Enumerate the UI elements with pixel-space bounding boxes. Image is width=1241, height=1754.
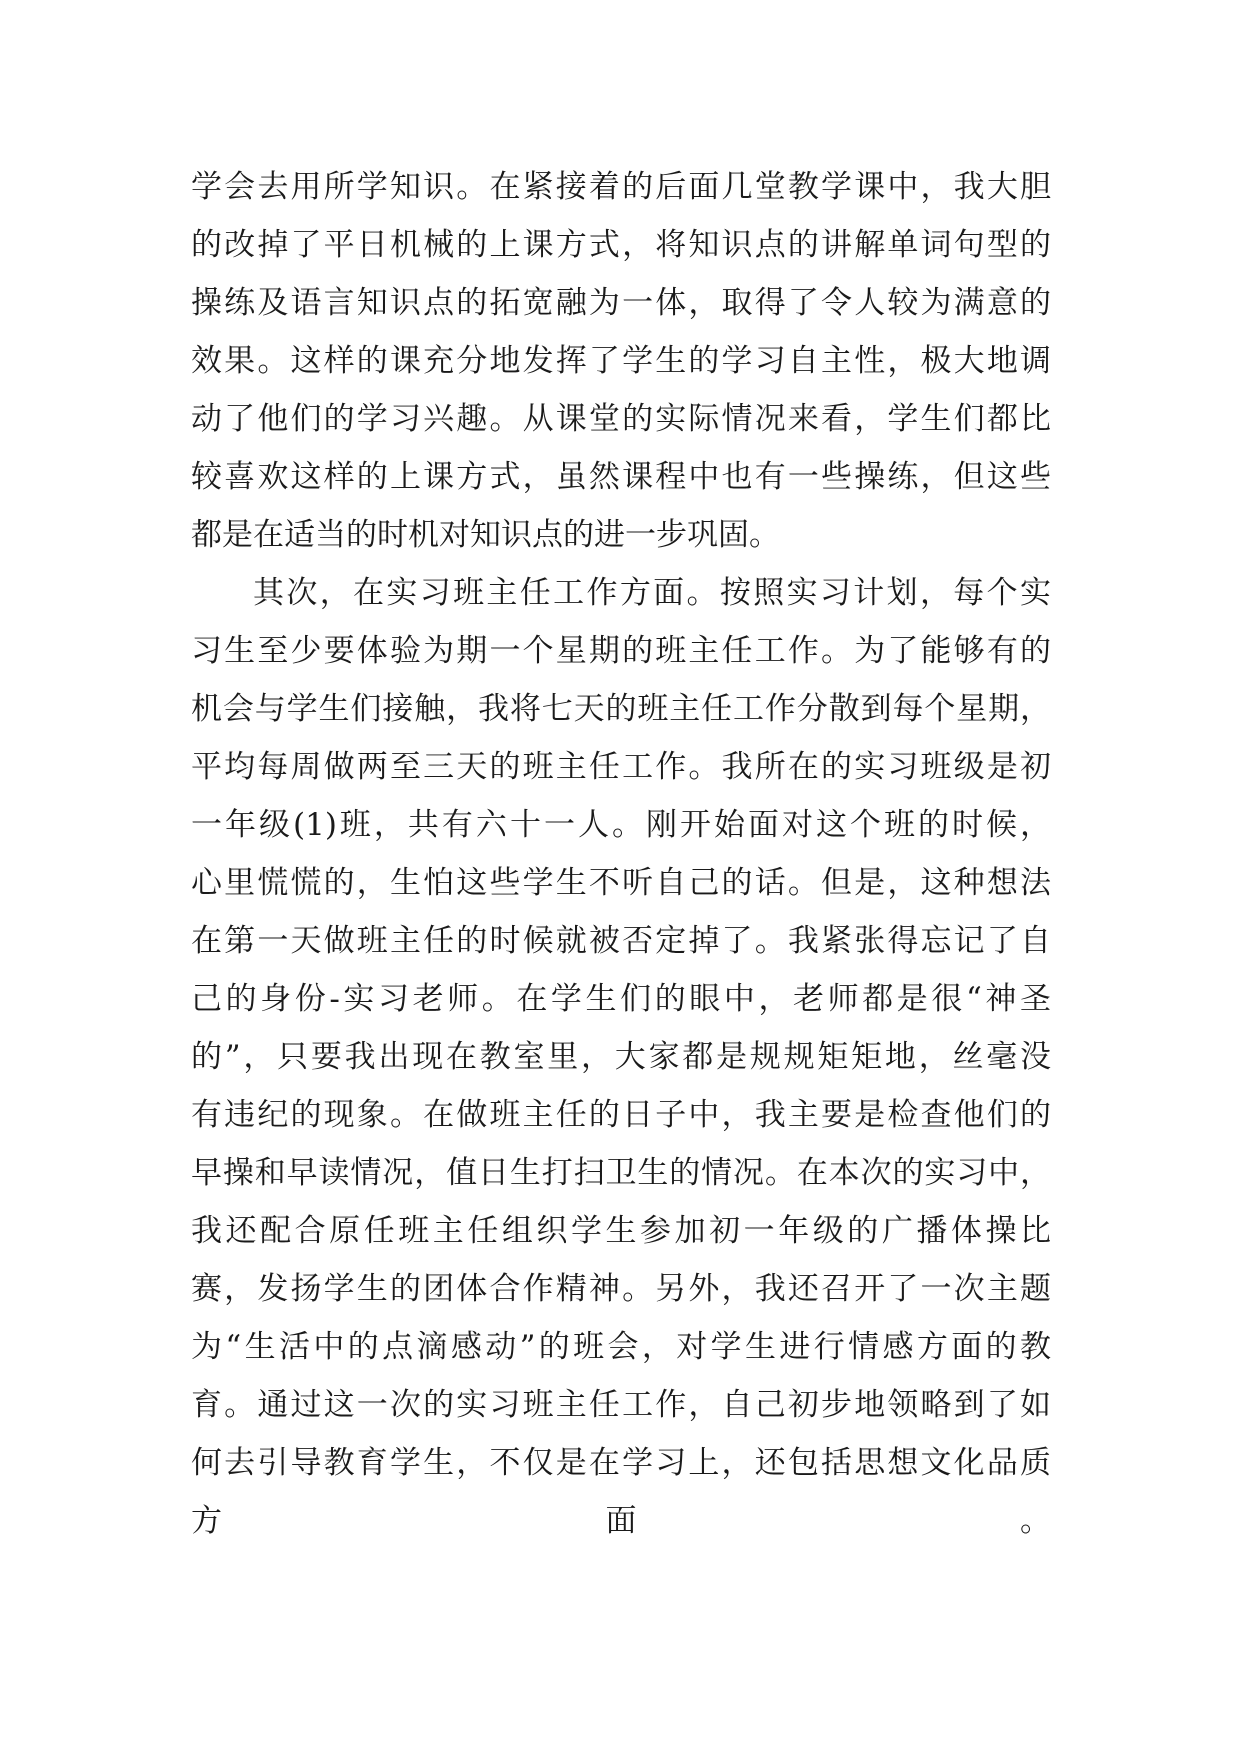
paragraph-1-line: 效果。这样的课充分地发挥了学生的学习自主性，极大地调 [191, 343, 1051, 379]
paragraph-1-line: 动了他们的学习兴趣。从课堂的实际情况来看，学生们都比 [191, 401, 1051, 437]
paragraph-1-line: 的改掉了平日机械的上课方式，将知识点的讲解单词句型的 [191, 227, 1051, 263]
paragraph-2-line: 早操和早读情况，值日生打扫卫生的情况。在本次的实习中， [191, 1155, 1051, 1191]
paragraph-2-line: 赛，发扬学生的团体合作精神。另外，我还召开了一次主题 [191, 1271, 1051, 1307]
paragraph-2-line: 的”，只要我出现在教室里，大家都是规规矩矩地，丝毫没 [191, 1039, 1051, 1075]
paragraph-1-line: 学会去用所学知识。在紧接着的后面几堂教学课中，我大胆 [191, 169, 1051, 205]
paragraph-2-line: 何去引导教育学生，不仅是在学习上，还包括思想文化品质 [191, 1445, 1051, 1481]
paragraph-2-line: 育。通过这一次的实习班主任工作，自己初步地领略到了如 [191, 1387, 1051, 1423]
paragraph-2-line [191, 1550, 1051, 1608]
body-text [191, 158, 1051, 1608]
paragraph-1-line: 操练及语言知识点的拓宽融为一体，取得了令人较为满意的 [191, 285, 1051, 321]
paragraph-2-line: 机会与学生们接触，我将七天的班主任工作分散到每个星期， [191, 691, 1051, 727]
paragraph-1-line: 较喜欢这样的上课方式，虽然课程中也有一些操练，但这些 [191, 459, 1051, 495]
paragraph-2-line: 方面。 [191, 1503, 1051, 1539]
paragraph-2-line: 在第一天做班主任的时候就被否定掉了。我紧张得忘记了自 [191, 923, 1051, 959]
paragraph-2-line: 心里慌慌的，生怕这些学生不听自己的话。但是，这种想法 [191, 865, 1051, 901]
paragraph-2-line: 我还配合原任班主任组织学生参加初一年级的广播体操比 [191, 1213, 1051, 1249]
paragraph-2-line: 一年级(1)班，共有六十一人。刚开始面对这个班的时候， [191, 807, 1051, 843]
paragraph-2-line: 为“生活中的点滴感动”的班会，对学生进行情感方面的教 [191, 1329, 1051, 1365]
paragraph-2-line: 平均每周做两至三天的班主任工作。我所在的实习班级是初 [191, 749, 1051, 785]
paragraph-2-line: 有违纪的现象。在做班主任的日子中，我主要是检查他们的 [191, 1097, 1051, 1133]
paragraph-2-line: 习生至少要体验为期一个星期的班主任工作。为了能够有的 [191, 633, 1051, 669]
paragraph-2-line: 其次，在实习班主任工作方面。按照实习计划，每个实 [253, 575, 1051, 611]
paragraph-2-line: 己的身份-实习老师。在学生们的眼中，老师都是很“神圣 [191, 981, 1051, 1017]
paragraph-1-line: 都是在适当的时机对知识点的进一步巩固。 [191, 517, 780, 553]
